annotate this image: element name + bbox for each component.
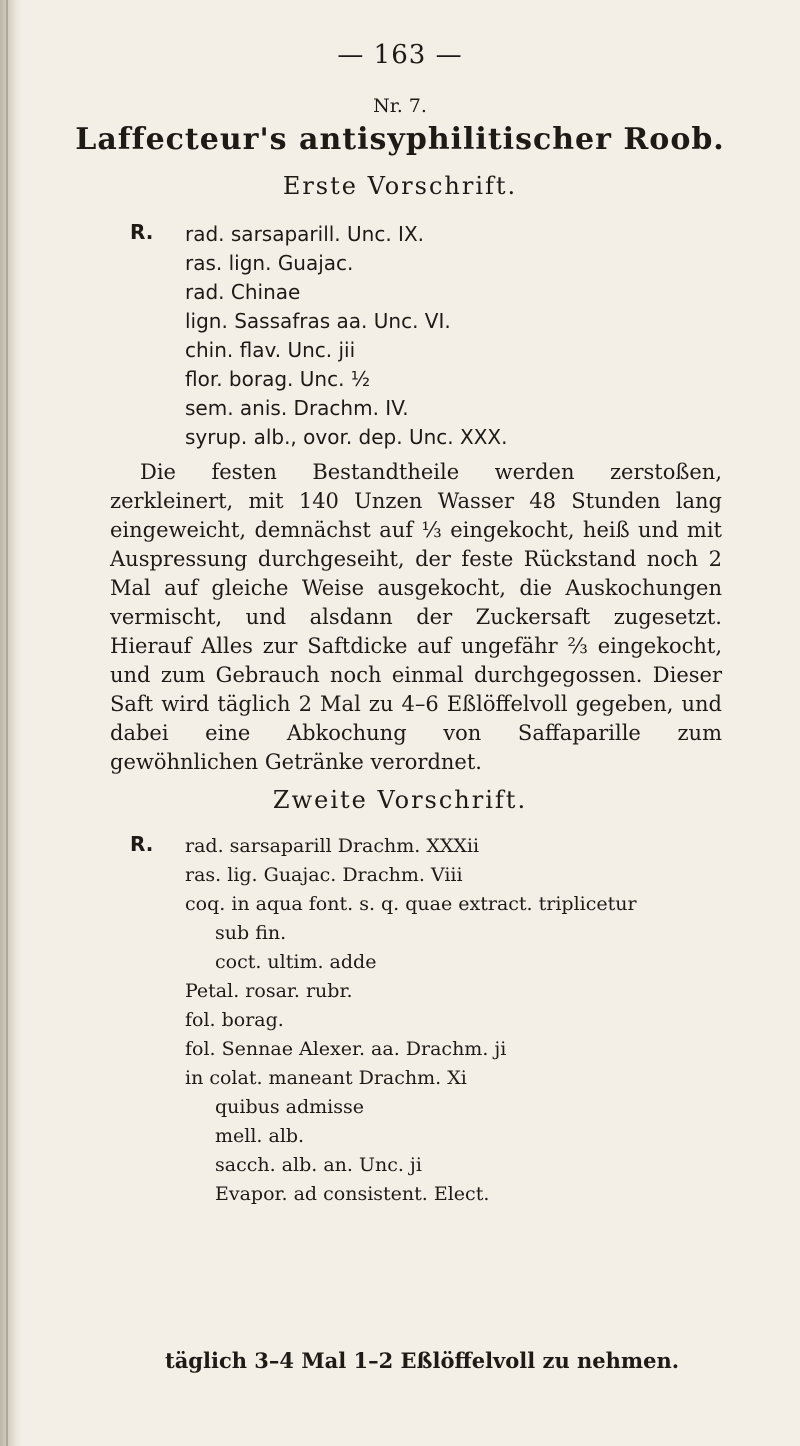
rx-line: rad. sarsaparill. Unc. IX.: [185, 222, 425, 246]
page-number: — 163 —: [337, 40, 463, 70]
second-prescription-list: [130, 832, 637, 1209]
final-dosage: täglich 3–4 Mal 1–2 Eßlöffelvoll zu nehmen.: [165, 1348, 680, 1373]
rx-line: Petal. rosar. rubr.: [185, 980, 353, 1002]
rx-line: ras. lign. Guajac.: [185, 251, 354, 275]
rx-line: sub fin.: [215, 922, 287, 944]
rx-line: mell. alb.: [215, 1125, 305, 1147]
rx-line: rad. sarsaparill Drachm. XXXii: [185, 835, 480, 857]
recipe-title: Laffecteur's antisyphilitischer Roob.: [75, 122, 725, 157]
first-instructions: [110, 458, 722, 777]
rx-line: lign. Sassafras aa. Unc. VI.: [185, 309, 451, 333]
rx-line: chin. flav. Unc. jii: [185, 338, 356, 362]
rx-line: flor. borag. Unc. ½: [185, 367, 371, 391]
binding-line: [6, 0, 8, 1446]
first-prescription-list: [185, 220, 507, 452]
rx-line: rad. Chinae: [185, 280, 301, 304]
page-binding-shadow: [0, 0, 22, 1446]
rx-line: ras. lig. Guajac. Drachm. Viii: [185, 864, 463, 886]
rx-symbol-2: R.: [130, 832, 154, 856]
rx-line: fol. Sennae Alexer. aa. Drachm. ji: [185, 1038, 507, 1060]
recipe-number: Nr. 7.: [373, 95, 427, 117]
rx-symbol-1: R.: [130, 220, 154, 244]
rx-line: sacch. alb. an. Unc. ji: [215, 1154, 422, 1176]
rx-line: in colat. maneant Drachm. Xi: [185, 1067, 467, 1089]
rx-line: Evapor. ad consistent. Elect.: [215, 1183, 490, 1205]
first-instructions-paragraph: Die festen Bestandtheile werden zerstoßen, zerkleinert, mit 140 Unzen Wasser 48 Stunden lang eingeweicht, demnächst auf ⅓ eingekocht, heiß und mit Auspressung durchgeseiht, der feste Rückstand noch 2 Mal auf gleiche Weise ausgekocht, die Auskochungen vermischt, und alsdann der Zuckersaft zugesetzt. Hierauf Alles zur Saftdicke auf ungefähr ⅔ eingekocht, und zum Gebrauch noch einmal durchgegossen. Dieser Saft wird täglich 2 Mal zu 4–6 Eßlöffelvoll gegeben, und dabei eine Abkochung von Saffaparille zum gewöhnlichen Getränke verordnet.: [110, 460, 722, 774]
rx-line: syrup. alb., ovor. dep. Unc. XXX.: [185, 425, 508, 449]
rx-line: sem. anis. Drachm. IV.: [185, 396, 409, 420]
rx-line: quibus admisse: [215, 1096, 364, 1118]
second-prescription-heading: Zweite Vorschrift.: [272, 786, 528, 814]
rx-line: coct. ultim. adde: [215, 951, 377, 973]
first-prescription-heading: Erste Vorschrift.: [282, 172, 518, 200]
rx-line: fol. borag.: [185, 1009, 284, 1031]
rx-line: coq. in aqua font. s. q. quae extract. triplicetur: [185, 893, 637, 915]
